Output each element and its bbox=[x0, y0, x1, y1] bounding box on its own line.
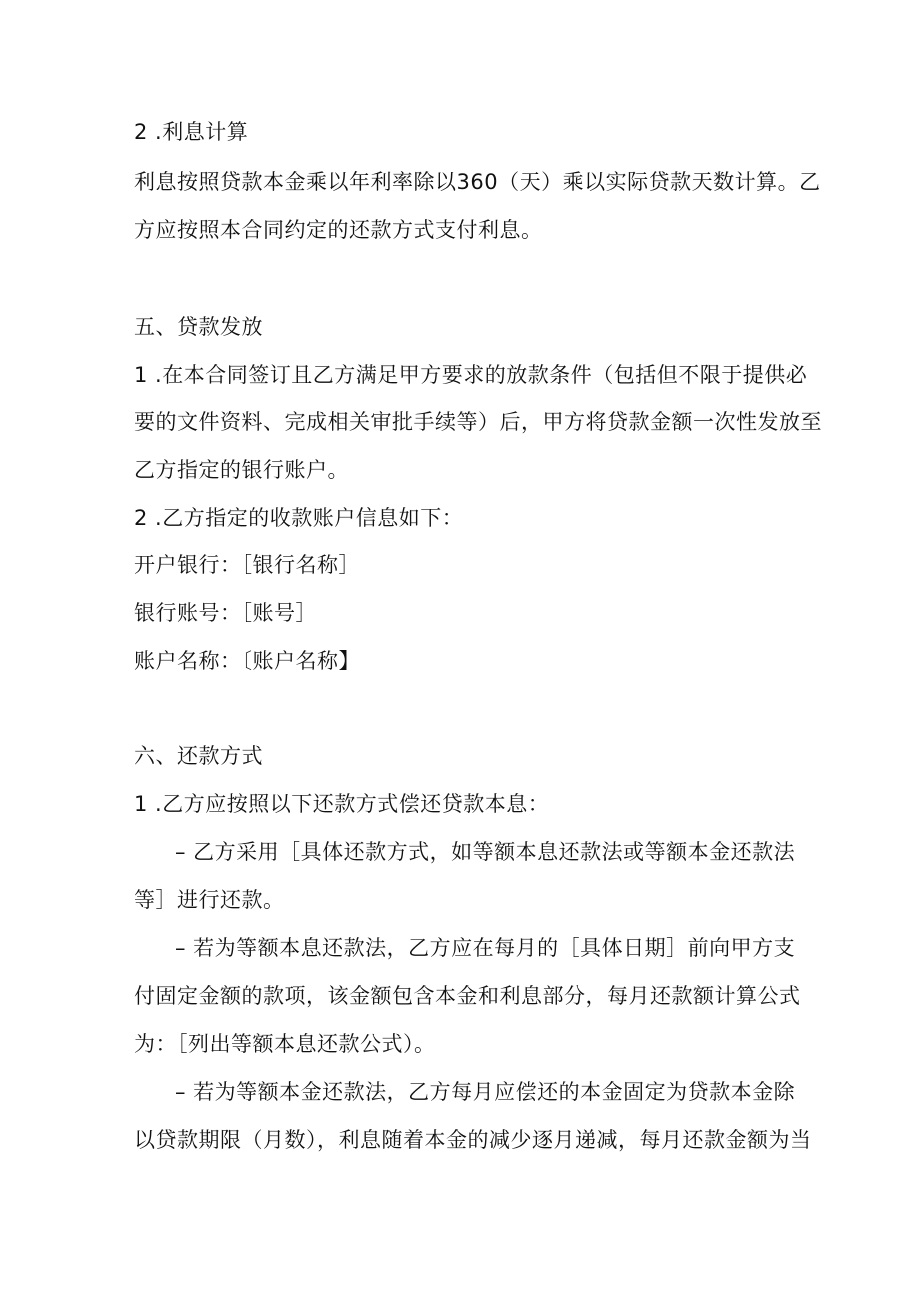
repayment-method-heading: 六、还款方式 bbox=[134, 744, 263, 768]
disbursement-clause-line: 乙方指定的银行账户。 bbox=[134, 458, 349, 482]
account-info-intro: 2 .乙方指定的收款账户信息如下： bbox=[134, 506, 464, 530]
repayment-bullet-line: 以贷款期限（月数），利息随着本金的减少逐月递减，每月还款金额为当 bbox=[134, 1128, 812, 1152]
account-number-field: 银行账号：［账号］ bbox=[134, 601, 317, 625]
repayment-bullet-line: 为：［列出等额本息还款公式）。 bbox=[134, 1032, 436, 1056]
disbursement-clause-line: 要的文件资料、完成相关审批手续等）后，甲方将贷款金额一次性发放至 bbox=[134, 410, 822, 434]
bank-name-field: 开户银行：［银行名称］ bbox=[134, 553, 360, 577]
account-name-field: 账户名称：〔账户名称】 bbox=[134, 649, 360, 673]
repayment-bullet-line: – 乙方采用［具体还款方式，如等额本息还款法或等额本金还款法 bbox=[175, 840, 796, 864]
repayment-bullet-line: – 若为等额本息还款法，乙方应在每月的［具体日期］前向甲方支 bbox=[175, 936, 796, 960]
repayment-bullet-line: – 若为等额本金还款法，乙方每月应偿还的本金固定为贷款本金除 bbox=[175, 1080, 796, 1104]
repayment-bullet-line: 等］进行还款。 bbox=[134, 888, 285, 912]
interest-calculation-text-line: 方应按照本合同约定的还款方式支付利息。 bbox=[134, 218, 543, 242]
disbursement-clause-line: 1 .在本合同签订且乙方满足甲方要求的放款条件（包括但不限于提供必 bbox=[134, 363, 808, 387]
repayment-bullet-line: 付固定金额的款项，该金额包含本金和利息部分，每月还款额计算公式 bbox=[134, 984, 801, 1008]
repayment-intro: 1 .乙方应按照以下还款方式偿还贷款本息： bbox=[134, 792, 550, 816]
loan-disbursement-heading: 五、贷款发放 bbox=[134, 315, 263, 339]
interest-calculation-heading: 2 .利息计算 bbox=[134, 120, 249, 144]
interest-calculation-text-line: 利息按照贷款本金乘以年利率除以360（天）乘以实际贷款天数计算。乙 bbox=[134, 170, 821, 194]
